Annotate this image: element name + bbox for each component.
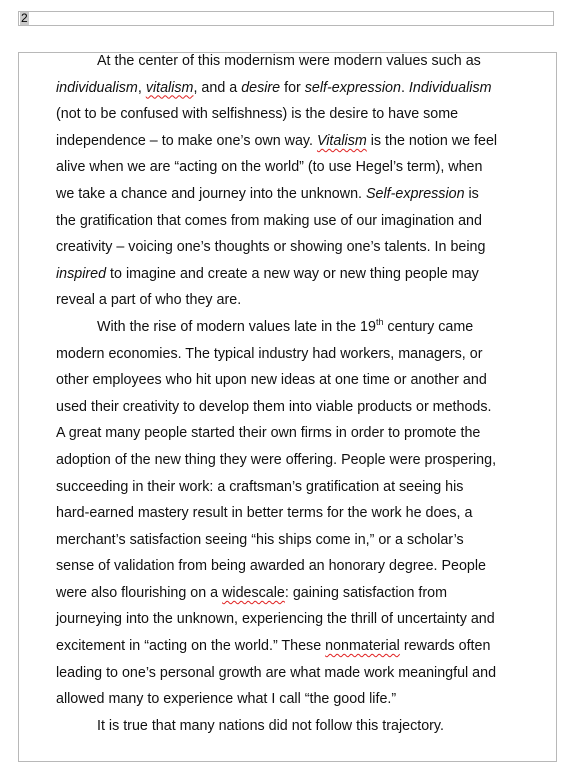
text-run: we take a chance and journey into the unknown.: [56, 185, 366, 202]
text-run: century came: [383, 318, 474, 335]
text-line: hard-earned mastery result in better terms for the work he does, a: [56, 505, 473, 522]
text-line: [56, 580, 538, 607]
text-run: to imagine and create a new way or new thing people may: [106, 265, 479, 282]
spelling-flagged-word: nonmaterial: [325, 638, 400, 655]
italic-term: Individualism: [408, 79, 492, 96]
text-line: modern economies. The typical industry had workers, managers, or: [56, 345, 483, 362]
text-line: (not to be confused with selfishness) is the desire to have some: [56, 106, 459, 123]
italic-term: individualism: [56, 79, 138, 96]
text-run: is the notion we feel: [366, 132, 498, 149]
italic-term: inspired: [56, 265, 107, 282]
spelling-flagged-word: Vitalism: [316, 132, 367, 149]
text-line: At the center of this modernism were modern values such as: [97, 53, 481, 69]
superscript: th: [375, 316, 384, 327]
text-run: rewards often: [399, 638, 491, 655]
text-run: With the rise of modern values late in the 19: [97, 318, 376, 335]
text-line: the gratification that comes from making use of our imagination and: [56, 212, 482, 229]
text-run: ,: [137, 79, 146, 96]
text-line: [56, 75, 538, 102]
text-line: creativity – voicing one’s thoughts or showing one’s talents. In being: [56, 239, 486, 256]
text-line: [56, 633, 538, 660]
text-line: adoption of the new thing they were offering. People were prospering,: [56, 451, 497, 468]
text-line: A great many people started their own firms in order to promote the: [56, 425, 481, 442]
text-line: reveal a part of who they are.: [56, 292, 242, 309]
text-run: is: [464, 185, 479, 202]
text-run: : gaining satisfaction from: [284, 584, 448, 601]
text-line: used their creativity to develop them into viable products or methods.: [56, 398, 492, 415]
text-run: for: [280, 79, 305, 96]
italic-term: Self-expression: [365, 185, 465, 202]
spelling-flagged-word: widescale: [222, 584, 285, 601]
text-line: succeeding in their work: a craftsman’s gratification at seeing his: [56, 478, 464, 495]
text-run: excitement in “acting on the world.” These: [56, 638, 326, 655]
text-line: [56, 314, 538, 341]
text-line: [56, 261, 538, 288]
text-line: other employees who hit upon new ideas at one time or another and: [56, 372, 487, 389]
header-area[interactable]: [18, 11, 554, 26]
text-line: sense of validation from being awarded an honorary degree. People: [56, 558, 486, 575]
text-run: independence – to make one’s own way.: [56, 132, 317, 149]
text-run: .: [400, 79, 409, 96]
page-number[interactable]: 2: [21, 11, 28, 25]
text-run: were also flourishing on a: [56, 584, 223, 601]
text-line: journeying into the unknown, experiencing the thrill of uncertainty and: [56, 611, 495, 628]
italic-term: self-expression: [304, 79, 401, 96]
italic-term: desire: [241, 79, 281, 96]
text-line: alive when we are “acting on the world” (to use Hegel’s term), when: [56, 159, 483, 176]
text-line: merchant’s satisfaction seeing “his ships come in,” or a scholar’s: [56, 531, 464, 548]
document-body[interactable]: [56, 48, 538, 739]
text-line: leading to one’s personal growth are what made work meaningful and: [56, 664, 497, 681]
spelling-flagged-word: vitalism: [145, 79, 194, 96]
text-run: , and a: [193, 79, 242, 96]
text-line: [56, 181, 538, 208]
text-line: [56, 128, 538, 155]
text-line: allowed many to experience what I call “the good life.”: [56, 691, 397, 708]
text-line: It is true that many nations did not follow this trajectory.: [97, 717, 444, 734]
